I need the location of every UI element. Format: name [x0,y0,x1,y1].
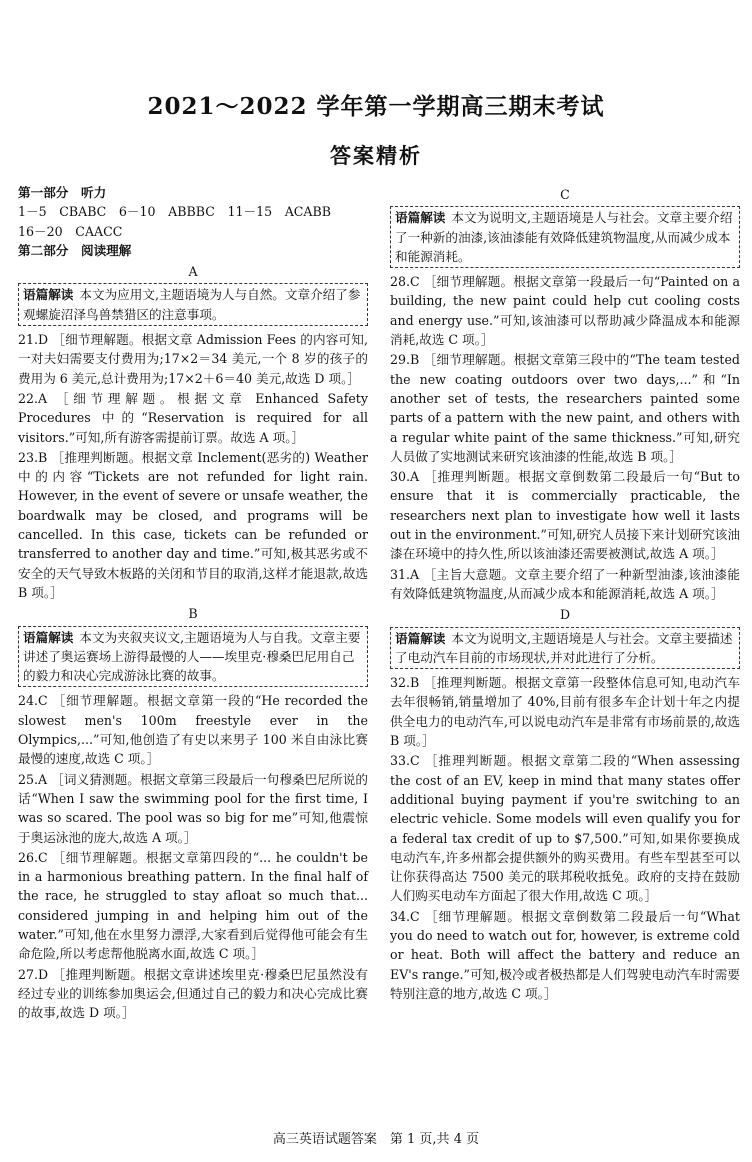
reading-label: 语篇解读 [395,630,446,646]
passage-a-reading-box [18,283,368,326]
item-number: 33.C [390,753,420,769]
page-subtitle: 答案精析 [330,143,422,168]
page-title: 2021～2022 学年第一学期高三期末考试 [147,93,605,120]
item-number: 34.C [390,908,420,924]
answer-item [390,907,740,1003]
item-number: 21.D [18,332,49,348]
part2-heading: 第二部分 阅读理解 [18,242,132,258]
reading-label: 语篇解读 [395,210,446,226]
part1-answers-line2: 16－20 CAACC [18,223,123,239]
item-number: 27.D [18,966,49,982]
item-number: 28.C [390,274,420,290]
item-explanation: ［细节理解题。根据文章 Admission Fees 的内容可知,一对夫妇需要支付费用为;17×2＝34 美元,一个 8 岁的孩子的费用为 6 美元,总计费用为;17×2＋6＝40 美元,故选 D 项。］ [18,332,368,386]
item-explanation: ［细节理解题。根据文章倒数第二段最后一句“What you do need to watch out for, however, is extreme cold or heat. Both will affect the battery and reduce an EV's range.”可知,极冷或者极热都是人们驾驶电动汽车时需要特别注意的地方,故选 C 项。］ [390,908,740,1001]
item-explanation: ［推理判断题。根据文章第二段的“When assessing the cost of an EV, keep in mind that many states offer additional buying payment if you're switching to an electric vehicle. Some models will even qualify you for a federal tax credit of up to $7,500.”可知,如果你要换成电动汽车,许多州都会提供额外的购买费用。有些车型甚至可以让你获得高达 7500 美元的联邦税收抵免。政府的支持在鼓励人们购买电动车方面起了很大作用,故选 C 项。］ [390,753,740,904]
answer-item [18,965,368,1023]
item-explanation: ［细节理解题。根据文章第四段的“... he couldn't be in a harmonious breathing pattern. In the final half of the race, he struggled to stay afloat so much that... considered jumping in and helping him out of the water.”可知,他在水里努力漂浮,大家看到后觉得他可能会有生命危险,所以考虑帮他脱离水面,故选 C 项。］ [18,849,368,962]
answer-item [18,330,368,388]
item-number: 23.B [18,449,48,465]
part1-heading: 第一部分 听力 [18,185,107,200]
passage-a-letter: A [188,264,198,280]
item-explanation: ［细节理解题。根据文章第一段的“He recorded the slowest men's 100m freestyle ever in the Olympics,...”可知,他创造了有史以来男子 100 米自由泳比赛最慢的速度,故选 C 项。］ [18,693,368,767]
item-explanation: ［词义猜测题。根据文章第三段最后一句穆桑巴尼所说的话“When I saw the swimming pool for the first time, I was so scared. The pool was so big for me”可知,他震惊于奥运泳池的庞大,故选 A 项。］ [18,771,368,845]
passage-b-letter: B [188,606,198,622]
reading-text: 本文为说明文,主题语境是人与社会。文章主要介绍了一种新的油漆,该油漆能有效降低建筑物温度,从而减少成本和能源消耗。 [395,210,733,264]
item-explanation: ［细节理解题。根据文章第三段中的“The team tested the new coating outdoors over two days,...”和“In another set of tests, the researchers painted some parts of a pattern with the new paint, and others with a regular white paint of the same thickness.”可知,研究人员做了实地测试来研究该油漆的性能,故选 B 项。］ [390,352,740,464]
reading-text: 本文为应用文,主题语境为人与自然。文章介绍了参观螺旋沼泽鸟兽禁猎区的注意事项。 [23,287,361,322]
right-column [390,183,740,1004]
answer-item [390,673,740,750]
part1-answers-line1: 1－5 CBABC 6－10 ABBBC 11－15 ACABB [18,204,332,220]
answer-item [390,467,740,563]
item-explanation: ［推理判断题。根据文章倒数第二段最后一句“But to ensure that it is commercially practicable, the researchers next plan to investigate how well it lasts out in the environment.”可知,研究人员接下来计划研究该油漆在环境中的持久性,所以该油漆还需要被测试,故选 A 项。］ [390,469,740,562]
left-column [18,183,368,1023]
item-explanation: ［主旨大意题。文章主要介绍了一种新型油漆,该油漆能有效降低建筑物温度,从而减少成本和能源消耗,故选 A 项。］ [390,566,740,601]
item-number: 25.A [18,771,48,787]
answer-item [390,751,740,905]
item-explanation: ［细节理解题。根据文章 Enhanced Safety Procedures 中的“Reservation is required for all visitors.”可知,所有游客需提前订票。故选 A 项。］ [18,390,368,445]
passage-d-letter: D [559,607,571,623]
passage-b-reading-box [18,626,368,688]
reading-text: 本文为夹叙夹议文,主题语境为人与自我。文章主要讲述了奥运赛场上游得最慢的人——埃里克·穆桑巴尼用自己的毅力和决心完成游泳比赛的故事。 [23,629,361,684]
item-explanation: ［推理判断题。根据文章讲述埃里克·穆桑巴尼虽然没有经过专业的训练参加奥运会,但通过自己的毅力和决心完成比赛的故事,故选 D 项。］ [18,966,368,1021]
answer-item [390,272,740,349]
item-number: 31.A [390,566,420,582]
answer-item [18,848,368,964]
item-number: 24.C [18,693,48,709]
page-footer: 高三英语试题答案 第 1 页,共 4 页 [272,1132,480,1147]
answer-item [390,565,740,604]
passage-c-reading-box [390,206,740,268]
reading-text: 本文为说明文,主题语境是人与社会。文章主要描述了电动汽车目前的市场现状,并对此进行了分析。 [395,630,733,665]
reading-label: 语篇解读 [23,287,74,303]
passage-c-letter: C [560,187,570,202]
answer-item [18,691,368,768]
item-number: 22.A [18,390,48,406]
answer-item [18,389,368,447]
item-number: 26.C [18,849,48,865]
item-number: 29.B [390,352,420,368]
answer-item [390,350,740,466]
passage-d-reading-box [390,627,740,670]
item-number: 32.B [390,675,420,691]
item-explanation: ［细节理解题。根据文章第一段最后一句“Painted on a building, the new paint could help cut cooling costs and energy use.”可知,该油漆可以帮助减少降温成本和能源消耗,故选 C 项。］ [390,274,740,348]
item-explanation: ［推理判断题。根据文章第一段整体信息可知,电动汽车去年很畅销,销量增加了 40%,目前有很多车企计划十年之内提供全电力的电动汽车,可以说电动汽车是非常有市场前景的,故选 B 项。］ [390,675,740,749]
answer-item [18,770,368,847]
item-explanation: ［推理判断题。根据文章 Inclement(恶劣的) Weather 中的内容“Tickets are not refunded for light rain. However, in the event of severe or unsafe weather, the boardwalk may be closed, and programs will be cancelled. In this case, tickets can be refunded or transferred to another day and time.”可知,极其恶劣或不安全的天气导致木板路的关闭和节目的取消,这样才能退款,故选 B 项。］ [18,449,368,600]
item-number: 30.A [390,469,420,485]
reading-label: 语篇解读 [23,629,74,645]
answer-item [18,448,368,602]
